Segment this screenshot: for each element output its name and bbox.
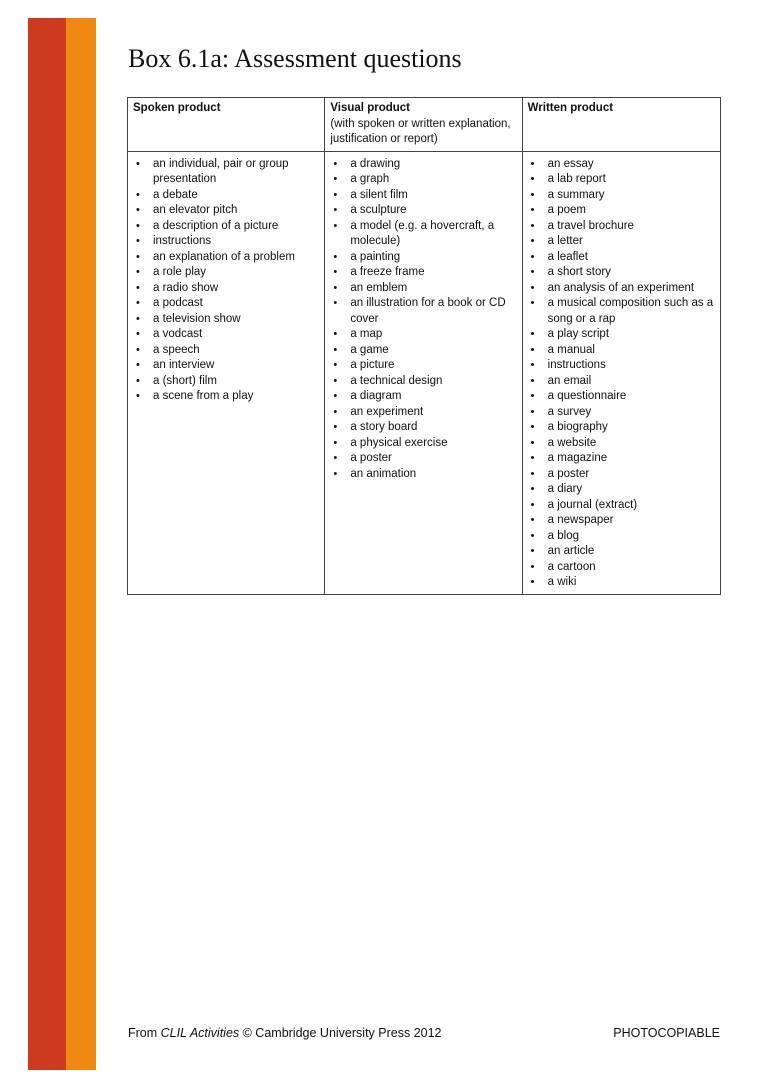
bullet-icon: • bbox=[530, 529, 535, 542]
footer-prefix: From bbox=[128, 1026, 161, 1040]
bullet-icon: • bbox=[530, 297, 535, 309]
list-item-text: a story board bbox=[350, 421, 418, 433]
list-item bbox=[133, 250, 319, 266]
list-item bbox=[330, 327, 516, 343]
list-item-text: a journal (extract) bbox=[547, 498, 638, 511]
list-item bbox=[528, 575, 715, 591]
list-item bbox=[528, 296, 715, 327]
list-item-text: an essay bbox=[547, 157, 594, 170]
list-item-text: a biography bbox=[547, 421, 608, 433]
list-item-text: a diagram bbox=[350, 390, 402, 402]
list-item bbox=[528, 281, 715, 297]
list-item-text: an elevator pitch bbox=[153, 204, 238, 216]
list-item bbox=[330, 157, 516, 173]
bullet-icon: • bbox=[530, 219, 535, 232]
bullet-icon: • bbox=[530, 250, 535, 263]
bullet-icon: • bbox=[136, 219, 140, 232]
bullet-icon: • bbox=[333, 467, 338, 480]
bullet-icon: • bbox=[530, 498, 535, 511]
footer-book-title: CLIL Activities bbox=[160, 1026, 240, 1040]
list-item-text: a survey bbox=[547, 405, 592, 418]
header-written-product bbox=[522, 98, 720, 152]
list-item-text: a summary bbox=[547, 188, 605, 201]
bullet-icon: • bbox=[530, 390, 535, 402]
list-item bbox=[528, 498, 715, 514]
list-item bbox=[133, 234, 319, 250]
list-item-text: a painting bbox=[350, 250, 401, 263]
list-item bbox=[330, 405, 516, 421]
list-item bbox=[528, 436, 715, 452]
bullet-icon: • bbox=[136, 250, 140, 263]
list-item-text: a model (e.g. a hovercraft, a molecule) bbox=[350, 219, 495, 247]
list-item bbox=[528, 250, 715, 266]
list-item-text: a magazine bbox=[547, 452, 608, 464]
written-products-cell bbox=[522, 151, 720, 594]
bullet-icon: • bbox=[333, 343, 338, 356]
bullet-icon: • bbox=[530, 514, 535, 526]
list-item-text: a role play bbox=[153, 266, 207, 278]
list-item bbox=[133, 188, 319, 204]
list-item bbox=[133, 281, 319, 297]
bullet-icon: • bbox=[530, 483, 535, 495]
bullet-icon: • bbox=[530, 281, 535, 294]
list-item-text: a musical composition such as a song or a rap bbox=[547, 297, 714, 325]
list-item bbox=[528, 219, 715, 235]
bullet-icon: • bbox=[333, 452, 338, 464]
bullet-icon: • bbox=[136, 188, 140, 201]
list-item-text: a scene from a play bbox=[153, 390, 254, 402]
bullet-icon: • bbox=[333, 297, 338, 309]
list-item bbox=[330, 219, 516, 250]
bullet-icon: • bbox=[530, 173, 535, 185]
bullet-icon: • bbox=[333, 359, 338, 371]
bullet-icon: • bbox=[136, 235, 140, 247]
list-item-text: a graph bbox=[350, 173, 390, 185]
bullet-icon: • bbox=[136, 343, 140, 356]
bullet-icon: • bbox=[530, 545, 535, 557]
list-item bbox=[133, 296, 319, 312]
list-item bbox=[330, 203, 516, 219]
list-item-text: a short story bbox=[547, 266, 611, 278]
list-item-text: a wiki bbox=[547, 576, 577, 588]
list-item bbox=[528, 172, 715, 188]
list-item-text: a description of a picture bbox=[153, 219, 279, 232]
list-item bbox=[330, 436, 516, 452]
list-item bbox=[528, 560, 715, 576]
list-item-text: a speech bbox=[153, 343, 200, 356]
bullet-icon: • bbox=[333, 188, 338, 201]
list-item-text: a diary bbox=[547, 483, 583, 495]
list-item bbox=[330, 281, 516, 297]
list-item-text: a questionnaire bbox=[547, 390, 627, 402]
bullet-icon: • bbox=[333, 405, 338, 418]
bullet-icon: • bbox=[530, 235, 535, 247]
header-spoken-product bbox=[128, 98, 325, 152]
header-visual-product bbox=[325, 98, 522, 152]
bullet-icon: • bbox=[136, 266, 140, 278]
list-item bbox=[330, 343, 516, 359]
bullet-icon: • bbox=[530, 374, 535, 387]
list-item bbox=[528, 389, 715, 405]
list-item bbox=[330, 358, 516, 374]
list-item-text: a freeze frame bbox=[350, 266, 425, 278]
list-item bbox=[528, 529, 715, 545]
list-item bbox=[528, 358, 715, 374]
list-item-text: a (short) film bbox=[153, 374, 217, 387]
list-item-text: a lab report bbox=[547, 173, 606, 185]
list-item bbox=[528, 544, 715, 560]
bullet-icon: • bbox=[530, 405, 535, 418]
list-item bbox=[133, 327, 319, 343]
bullet-icon: • bbox=[530, 359, 535, 371]
list-item bbox=[330, 172, 516, 188]
list-item bbox=[330, 296, 516, 327]
decorative-stripe-orange bbox=[66, 18, 96, 1070]
list-item bbox=[330, 451, 516, 467]
list-item-text: an individual, pair or group presentation bbox=[153, 157, 289, 185]
footer-suffix: © Cambridge University Press 2012 bbox=[239, 1026, 442, 1040]
bullet-icon: • bbox=[136, 359, 140, 371]
list-item-text: a poem bbox=[547, 204, 587, 216]
list-item-text: a technical design bbox=[350, 374, 443, 387]
list-item bbox=[133, 358, 319, 374]
decorative-stripe-red bbox=[28, 18, 66, 1070]
list-item-text: instructions bbox=[153, 235, 212, 247]
list-item-text: a sculpture bbox=[350, 204, 407, 216]
header-label: Visual product bbox=[330, 102, 410, 114]
bullet-icon: • bbox=[530, 266, 535, 278]
footer-photocopiable: PHOTOCOPIABLE bbox=[613, 1026, 720, 1040]
list-item bbox=[330, 265, 516, 281]
bullet-icon: • bbox=[530, 452, 535, 464]
list-item bbox=[528, 265, 715, 281]
list-item-text: an article bbox=[547, 545, 595, 557]
list-item-text: a debate bbox=[153, 188, 198, 201]
bullet-icon: • bbox=[530, 467, 535, 480]
bullet-icon: • bbox=[136, 390, 140, 402]
bullet-icon: • bbox=[530, 436, 535, 449]
list-item bbox=[528, 203, 715, 219]
list-item-text: a physical exercise bbox=[350, 436, 448, 449]
bullet-icon: • bbox=[333, 390, 338, 402]
bullet-icon: • bbox=[530, 188, 535, 201]
list-item-text: a radio show bbox=[153, 281, 219, 294]
list-item bbox=[528, 482, 715, 498]
list-item-text: a manual bbox=[547, 343, 595, 356]
list-item-text: a game bbox=[350, 343, 389, 356]
list-item-text: a website bbox=[547, 436, 597, 449]
written-products-list bbox=[528, 157, 715, 591]
bullet-icon: • bbox=[136, 157, 140, 170]
list-item bbox=[133, 343, 319, 359]
bullet-icon: • bbox=[136, 281, 140, 294]
bullet-icon: • bbox=[333, 421, 338, 433]
list-item bbox=[330, 250, 516, 266]
bullet-icon: • bbox=[333, 328, 338, 340]
list-item bbox=[528, 451, 715, 467]
bullet-icon: • bbox=[136, 328, 140, 340]
list-item-text: a silent film bbox=[350, 188, 408, 201]
list-item-text: a blog bbox=[547, 529, 579, 542]
list-item bbox=[528, 234, 715, 250]
list-item-text: an analysis of an experiment bbox=[547, 281, 695, 294]
visual-products-list bbox=[330, 157, 516, 483]
list-item-text: a cartoon bbox=[547, 560, 596, 573]
list-item bbox=[528, 513, 715, 529]
list-item-text: a newspaper bbox=[547, 514, 614, 526]
list-item-text: a leaflet bbox=[547, 250, 588, 263]
list-item-text: a drawing bbox=[350, 157, 401, 170]
list-item bbox=[528, 467, 715, 483]
visual-products-cell bbox=[325, 151, 522, 594]
list-item bbox=[133, 219, 319, 235]
list-item-text: an animation bbox=[350, 467, 417, 480]
bullet-icon: • bbox=[136, 374, 140, 387]
bullet-icon: • bbox=[333, 204, 338, 216]
bullet-icon: • bbox=[333, 157, 338, 170]
list-item bbox=[528, 188, 715, 204]
header-label: Written product bbox=[527, 102, 614, 114]
list-item-text: an emblem bbox=[350, 281, 408, 294]
list-item-text: a play script bbox=[547, 328, 610, 340]
list-item-text: a podcast bbox=[153, 297, 203, 309]
list-item bbox=[133, 374, 319, 390]
assessment-table bbox=[127, 97, 721, 595]
list-item bbox=[133, 312, 319, 328]
list-item bbox=[528, 343, 715, 359]
list-item bbox=[330, 467, 516, 483]
list-item-text: an explanation of a problem bbox=[153, 250, 295, 263]
list-item bbox=[330, 374, 516, 390]
bullet-icon: • bbox=[136, 312, 140, 325]
list-item bbox=[133, 389, 319, 405]
list-item bbox=[133, 203, 319, 219]
bullet-icon: • bbox=[333, 219, 338, 232]
bullet-icon: • bbox=[333, 266, 338, 278]
list-item bbox=[528, 157, 715, 173]
list-item-text: an illustration for a book or CD cover bbox=[350, 297, 506, 325]
table-header-row bbox=[128, 98, 721, 152]
bullet-icon: • bbox=[530, 157, 535, 170]
bullet-icon: • bbox=[333, 250, 338, 263]
list-item bbox=[133, 157, 319, 188]
bullet-icon: • bbox=[530, 576, 535, 588]
page-title: Box 6.1a: Assessment questions bbox=[128, 44, 462, 73]
bullet-icon: • bbox=[530, 328, 535, 340]
list-item-text: an email bbox=[547, 374, 592, 387]
bullet-icon: • bbox=[333, 374, 338, 387]
header-label: Spoken product bbox=[133, 102, 221, 114]
spoken-products-cell bbox=[128, 151, 325, 594]
list-item-text: a map bbox=[350, 328, 383, 340]
list-item-text: a television show bbox=[153, 312, 241, 325]
list-item-text: a vodcast bbox=[153, 328, 203, 340]
list-item-text: a letter bbox=[547, 235, 583, 247]
list-item bbox=[528, 420, 715, 436]
list-item bbox=[528, 405, 715, 421]
list-item bbox=[330, 188, 516, 204]
list-item bbox=[528, 374, 715, 390]
list-item-text: an interview bbox=[153, 359, 215, 371]
list-item-text: a poster bbox=[547, 467, 590, 480]
spoken-products-list bbox=[133, 157, 319, 405]
list-item bbox=[330, 420, 516, 436]
table-row bbox=[128, 151, 721, 594]
list-item-text: a picture bbox=[350, 359, 395, 371]
bullet-icon: • bbox=[530, 421, 535, 433]
list-item-text: an experiment bbox=[350, 405, 424, 418]
list-item bbox=[528, 327, 715, 343]
header-note: (with spoken or written explanation, justification or report) bbox=[330, 117, 511, 145]
list-item bbox=[330, 389, 516, 405]
bullet-icon: • bbox=[136, 204, 140, 216]
bullet-icon: • bbox=[530, 343, 535, 356]
list-item-text: instructions bbox=[547, 359, 606, 371]
bullet-icon: • bbox=[333, 436, 338, 449]
bullet-icon: • bbox=[333, 173, 338, 185]
list-item-text: a poster bbox=[350, 452, 392, 464]
footer-credit bbox=[128, 1026, 442, 1040]
bullet-icon: • bbox=[530, 204, 535, 216]
bullet-icon: • bbox=[333, 281, 338, 294]
list-item bbox=[133, 265, 319, 281]
bullet-icon: • bbox=[530, 560, 535, 573]
list-item-text: a travel brochure bbox=[547, 219, 634, 232]
bullet-icon: • bbox=[136, 297, 140, 309]
